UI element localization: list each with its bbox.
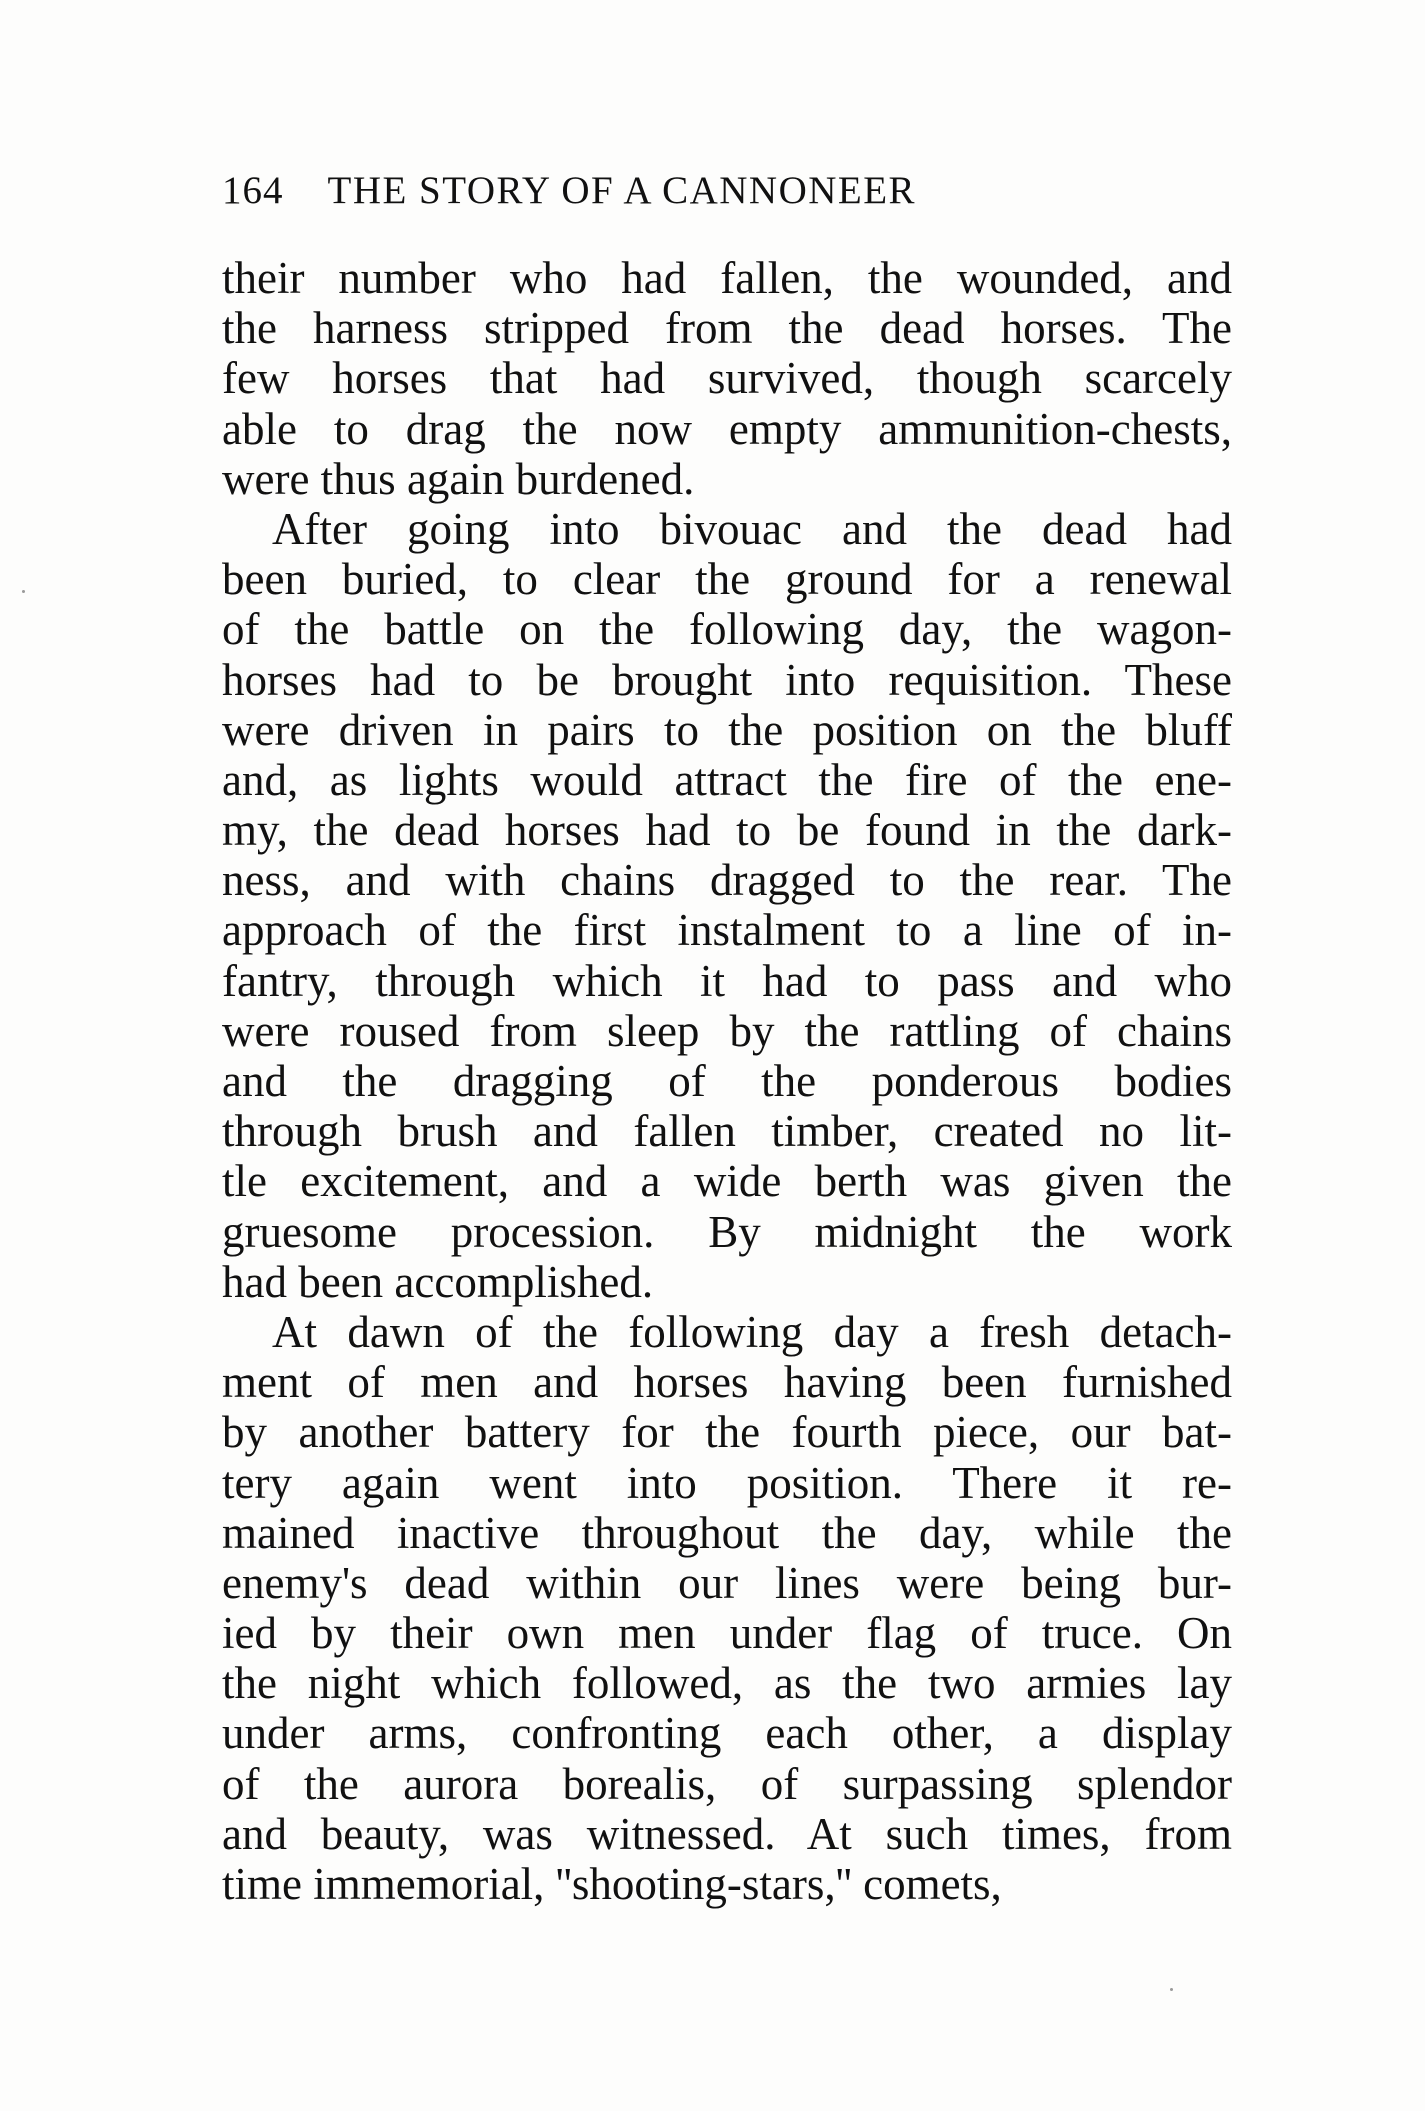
paper-speck xyxy=(1170,1988,1173,1991)
text-line: and the dragging of the ponderous bodies xyxy=(222,1056,1232,1106)
text-line: able to drag the now empty ammunition-chests, xyxy=(222,403,1232,454)
paper-speck xyxy=(22,590,25,593)
text-line: through brush and fallen timber, created no lit- xyxy=(222,1106,1232,1157)
text-line: horses had to be brought into requisition. These xyxy=(222,654,1232,705)
text-line: the harness stripped from the dead horses. The xyxy=(222,303,1232,354)
text-line: approach of the first instalment to a line of in- xyxy=(222,905,1232,956)
paragraph xyxy=(222,253,1232,504)
text-line: the night which followed, as the two armies lay xyxy=(222,1658,1232,1709)
text-line: were roused from sleep by the rattling of chains xyxy=(222,1005,1232,1056)
text-line: ment of men and horses having been furnished xyxy=(222,1357,1232,1408)
text-line: their number who had fallen, the wounded, and xyxy=(222,253,1232,303)
text-line: by another battery for the fourth piece, our bat- xyxy=(222,1407,1232,1458)
text-line: of the battle on the following day, the wagon- xyxy=(222,604,1232,655)
text-line: At dawn of the following day a fresh detach- xyxy=(272,1306,1232,1357)
text-line: and beauty, was witnessed. At such times, from xyxy=(222,1808,1232,1859)
text-line: had been accomplished. xyxy=(222,1256,654,1307)
text-line: of the aurora borealis, of surpassing splendor xyxy=(222,1758,1232,1809)
text-line: After going into bivouac and the dead had xyxy=(272,503,1232,554)
text-line: few horses that had survived, though scarcely xyxy=(222,353,1232,404)
text-line: tle excitement, and a wide berth was given the xyxy=(222,1156,1232,1207)
text-line: mained inactive throughout the day, while the xyxy=(222,1507,1232,1558)
text-line: were thus again burdened. xyxy=(222,453,695,504)
text-line: gruesome procession. By midnight the work xyxy=(222,1206,1232,1257)
body-text xyxy=(222,253,1232,1909)
text-line: under arms, confronting each other, a display xyxy=(222,1708,1232,1759)
text-line: were driven in pairs to the position on the bluff xyxy=(222,704,1232,755)
paragraph xyxy=(222,504,1232,1307)
text-line: fantry, through which it had to pass and who xyxy=(222,955,1232,1006)
text-line: ied by their own men under flag of truce. On xyxy=(222,1608,1232,1659)
running-head xyxy=(222,168,1232,228)
text-line: tery again went into position. There it re- xyxy=(222,1457,1232,1508)
text-line: enemy's dead within our lines were being bur- xyxy=(222,1557,1232,1608)
text-line: my, the dead horses had to be found in the dark- xyxy=(222,805,1232,856)
page-number: 164 xyxy=(222,169,284,212)
text-line: ness, and with chains dragged to the rear. The xyxy=(222,855,1232,906)
book-title: THE STORY OF A CANNONEER xyxy=(327,169,917,212)
text-line: and, as lights would attract the fire of the ene- xyxy=(222,754,1232,805)
text-line: been buried, to clear the ground for a renewal xyxy=(222,554,1232,605)
text-line: time immemorial, ''shooting-stars,'' comets, xyxy=(222,1859,1002,1909)
paragraph xyxy=(222,1307,1232,1909)
